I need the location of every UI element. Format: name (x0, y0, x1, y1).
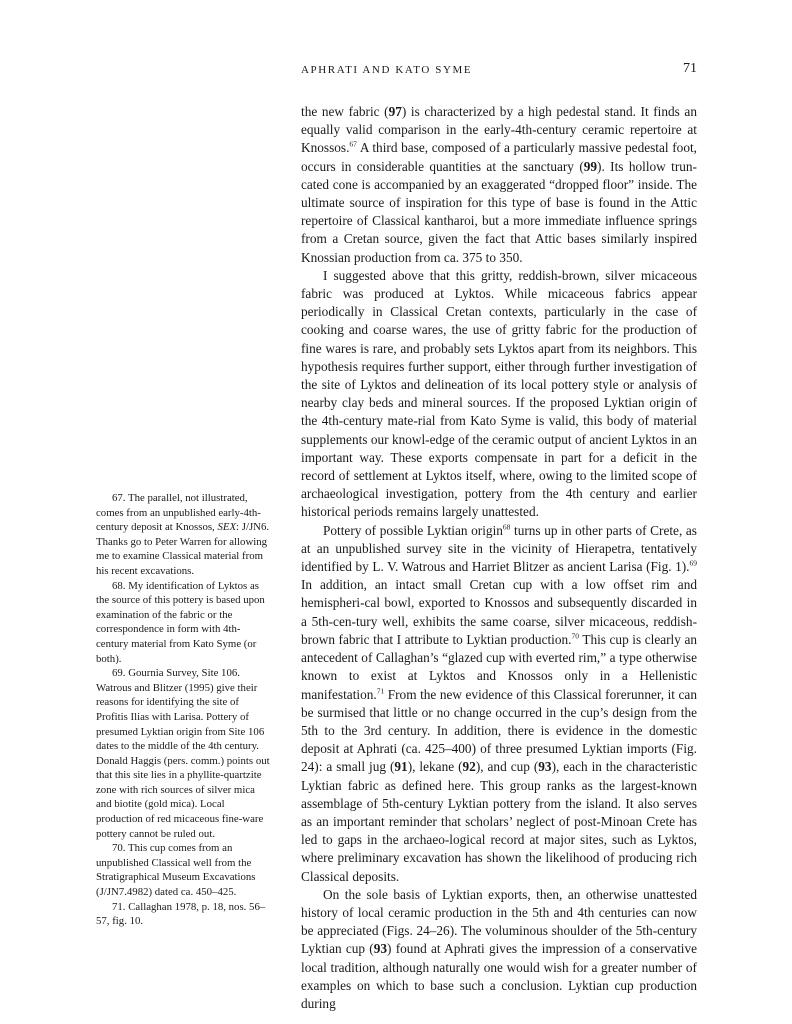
footnote (96, 841, 270, 899)
main-text-column (301, 103, 697, 1013)
text-run: ). Its hollow trun-cated cone is accompanied by an exaggerated “dropped floor” inside. The ultimate source of inspiration for this type of base is found in the Attic repertoire of Classical kantharoi, but a more immediate influence springs from a Cretan source, given the fact that Attic bases similarly inspired Knossian production from ca. 375 to 350. (301, 158, 697, 265)
italic-text: SEX (217, 521, 237, 534)
catalog-number: 93 (373, 941, 388, 957)
note-reference: 70 (571, 631, 579, 641)
text-run: Pottery of possible Lyktian origin (323, 522, 503, 538)
text-run: From the new evidence of this Classical forerunner, it can be surmised that little or no change occurred in the cup’s design from the 5th to the 3rd century. In addition, there is evidence in the domestic deposit at Aphrati (ca. 425–400) of three presumed Lyktian imports (Fig. 24): a small jug ( (301, 686, 697, 775)
text-run: 71. Callaghan 1978, p. 18, nos. 56–57, fig. 10. (96, 900, 266, 928)
running-title: APHRATI AND KATO SYME (301, 64, 473, 76)
catalog-number: 97 (388, 104, 402, 119)
note-reference: 69 (689, 558, 697, 568)
text-run: ) is characterized by a high pedestal stand. It finds an equally valid comparison in the early-4th-century ceramic repertoire at Knossos. (301, 104, 697, 156)
page-number: 71 (683, 61, 697, 76)
text-run: This cup is clearly an antecedent of Callaghan’s “glazed cup with everted rim,” a type otherwise known to exist at Lyktos and Knossos only in a Hellenistic manifestation. (301, 631, 698, 702)
footnote (96, 666, 270, 841)
body-paragraph (301, 522, 697, 886)
text-run: ), lekane ( (407, 759, 463, 775)
catalog-number: 99 (583, 158, 598, 174)
text-run: On the sole basis of Lyktian exports, then, an otherwise unattested history of local ceramic production in the 5th and 4th centuries can now be appreciated (Figs. 24–26). The voluminous shoulder of the 5th-century Lyktian cup ( (301, 886, 697, 957)
text-run: 68. My identification of Lyktos as the source of this pottery is based upon examination of the fabric or the correspondence in form with 4th-century material from Kato Syme (or both). (96, 579, 265, 665)
body-paragraph (301, 103, 697, 267)
note-reference: 67 (349, 139, 357, 149)
text-run: In addition, an intact small Cretan cup with a low offset rim and hemispheri-cal bowl, exported to Knossos and subsequently discarded in a 5th-cen-tury well, exhibits the same coarse, silver micaceous, reddish-brown fabric that I attribute to Lyktian production. (301, 577, 697, 647)
text-run: turns up in other parts of Crete, as at an unpublished survey site in the vicinity of Hierapetra, tentatively identified by L. V. Watrous and Harriet Blitzer as ancient Larisa (Fig. 1). (301, 522, 697, 575)
text-run: ) found at Aphrati gives the impression of a conservative local tradition, although naturally one would wish for a greater number of examples on which to base such a conclusion. Lyktian cup production during (301, 941, 698, 1011)
footnote (96, 491, 270, 579)
note-reference: 68 (502, 522, 511, 532)
text-run: the new fabric ( (301, 104, 389, 119)
text-run: 70. This cup comes from an unpublished Classical well from the Stratigraphical Museum Excavations (J/JN7.4982) dated ca. 450–425. (96, 842, 256, 899)
note-reference: 71 (376, 686, 385, 696)
body-paragraph (301, 267, 697, 522)
catalog-number: 91 (394, 759, 408, 775)
footnote (96, 579, 270, 667)
text-run: A third base, composed of a particularly massive pedestal foot, occurs in considerable quantities at the sanctuary ( (301, 140, 697, 174)
footnote (96, 900, 270, 929)
footnotes-column (96, 491, 270, 929)
body-paragraph (301, 886, 697, 1013)
text-run: 67. The parallel, not illustrated, comes from an unpublished early-4th-century deposit at Knossos, (96, 492, 261, 534)
catalog-number: 92 (462, 759, 476, 775)
text-run: ), each in the characteristic Lyktian fabric as defined here. This group ranks as the largest-known assemblage of 5th-century Lyktian pottery from the island. It also serves as an important reminder that scholars’ neglect of post-Minoan Crete has led to gaps in the archaeo-logical record at major sites, such as Lyktos, where preliminary excavation has shown the likelihood of producing rich Classical deposits. (301, 759, 697, 884)
text-run: 69. Gournia Survey, Site 106. Watrous and Blitzer (1995) give their reasons for identifying the site of Profitis Ilias with Larisa. Pottery of presumed Lyktian origin from Site 106 dates to the middle of the 4th century. Donald Haggis (pers. comm.) points out that this site lies in a phyllite-quartzite zone with rich sources of silver mica and biotite (gold mica). Local production of red micaceous fine-ware pottery cannot be ruled out. (96, 667, 270, 840)
catalog-number: 93 (538, 759, 552, 775)
text-run: : J/JN6. Thanks go to Peter Warren for allowing me to examine Classical material from his recent excavations. (96, 521, 270, 577)
text-run: ), and cup ( (475, 759, 539, 775)
text-run: I suggested above that this gritty, reddish-brown, silver micaceous fabric was produced at Lyktos. While micaceous fabrics appear periodically in Classical Cretan contexts, particularly in the case of cooking and coarse wares, the use of gritty fabric for the production of fine wares is rare, and probably sets Lyktos apart from its neighbors. This hypothesis requires further support, either through further investigation of the site of Lyktos and delineation of its local pottery style or analysis of nearby clay beds and mineral sources. If the proposed Lyktian origin of the 4th-century mate-rial from Kato Syme is valid, this body of material supplements our knowl-edge of the ceramic output of ancient Lyktos in an important way. These exports compensate in part for a deficit in the record of settlement at Lyktos itself, where, owing to the limited scope of archaeological investigation, pottery from the 4th century and earlier historical periods remains largely unattested. (301, 267, 697, 520)
